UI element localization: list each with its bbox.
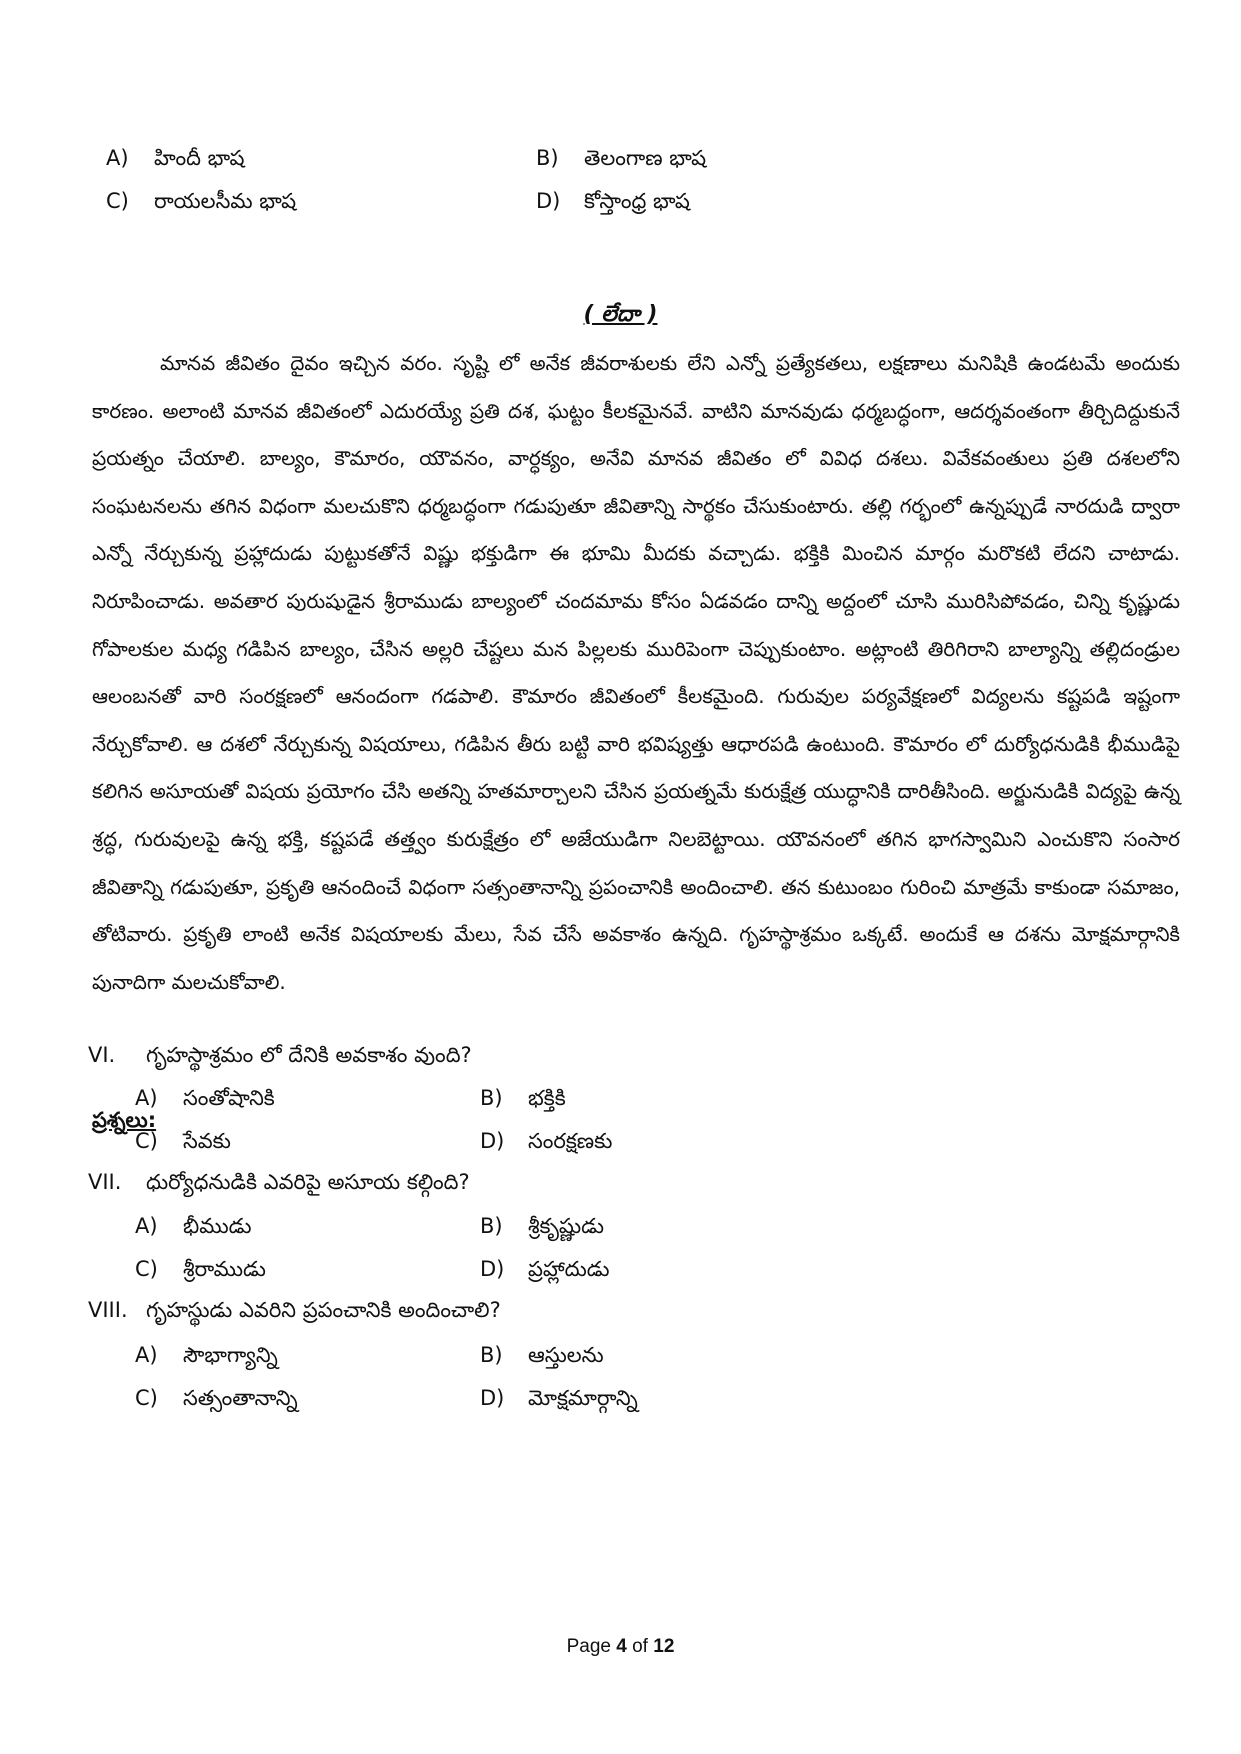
option-text: శ్రీకృష్ణుడు <box>528 1214 604 1238</box>
option-text: సత్సంతానాన్ని <box>183 1386 298 1410</box>
option-text: కోస్తాంధ్ర భాష <box>584 189 690 213</box>
option-c <box>106 189 296 219</box>
option-label: A) <box>135 1214 158 1238</box>
current-page: 4 <box>616 1636 627 1657</box>
option-text: తెలంగాణ భాష <box>584 146 707 170</box>
option-d <box>480 1129 612 1159</box>
question-6-options-row-1 <box>0 1080 1241 1120</box>
option-b <box>480 1214 604 1244</box>
option-label: A) <box>135 1343 158 1367</box>
question-8-options-row-1 <box>0 1337 1241 1377</box>
passage: మానవ జీవితం దైవం ఇచ్చిన వరం. సృష్టి లో అనేక జీవరాశులకు లేని ఎన్నో ప్రత్యేకతలు, లక్షణాలు మనిషికి ఉండటమే అందుకు కారణం. అలాంటి మానవ జీవితంలో ఎదురయ్యే ప్రతి దశ, ఘట్టం కీలకమైనవే. వాటిని మానవుడు ధర్మబద్ధంగా, ఆదర్శవంతంగా తీర్చిదిద్దుకునే ప్రయత్నం చేయాలి. బాల్యం, కౌమారం, యౌవనం, వార్ధక్యం, అనేవి మానవ జీవితం లో వివిధ దశలు. వివేకవంతులు ప్రతి దశలలోని సంఘటనలను తగిన విధంగా మలచుకొని ధర్మబద్ధంగా గడుపుతూ జీవితాన్ని సార్థకం చేసుకుంటారు. తల్లి గర్భంలో ఉన్నప్పుడే నారదుడి ద్వారా ఎన్నో నేర్చుకున్న ప్రహ్లాదుడు పుట్టుకతోనే విష్ణు భక్తుడిగా ఈ భూమి మీదకు వచ్చాడు. భక్తికి మించిన మార్గం మరొకటి లేదని చాటాడు. నిరూపించాడు. అవతార పురుషుడైన శ్రీరాముడు బాల్యంలో చందమామ కోసం ఏడవడం దాన్ని అద్దంలో చూసి మురిసిపోవడం, చిన్ని కృష్ణుడు గోపాలకుల మధ్య గడిపిన బాల్యం, చేసిన అల్లరి చేష్టలు మన పిల్లలకు మురిపెంగా చెప్పుకుంటాం. అట్లాంటి తిరిగిరాని బాల్యాన్ని తల్లిదండ్రుల ఆలంబనతో వారి సంరక్షణలో ఆనందంగా గడపాలి. కౌమారం జీవితంలో కీలకమైంది. గురువుల పర్యవేక్షణలో విద్యలను కష్టపడి ఇష్టంగా నేర్చుకోవాలి. ఆ దశలో నేర్చుకున్న విషయాలు, గడిపిన తీరు బట్టి వారి భవిష్యత్తు ఆధారపడి ఉంటుంది. కౌమారం లో దుర్యోధనుడికి భీముడిపై కలిగిన అసూయతో విషయ ప్రయోగం చేసి అతన్ని హతమార్చాలని చేసిన ప్రయత్నమే కురుక్షేత్ర యుద్ధానికి దారితీసింది. అర్జునుడికి విద్యపై ఉన్న శ్రద్ధ, గురువులపై ఉన్న భక్తి, కష్టపడే తత్త్వం కురుక్షేత్రం లో అజేయుడిగా నిలబెట్టాయి. యౌవనంలో తగిన భాగస్వామిని ఎంచుకొని సంసార జీవితాన్ని గడుపుతూ, ప్రకృతి ఆనందించే విధంగా సత్సంతానాన్ని ప్రపంచానికి అందించాలి. తన కుటుంబం గురించి మాత్రమే కాకుండా సమాజం, తోటివారు. ప్రకృతి లాంటి అనేక విషయాలకు మేలు, సేవ చేసే అవకాశం ఉన్నది. గృహస్థాశ్రమం ఒక్కటే. అందుకే ఆ దశను మోక్షమార్గానికి పునాదిగా మలచుకోవాలి. <box>92 351 1180 994</box>
option-text: రాయలసీమ భాష <box>154 189 297 213</box>
option-a <box>135 1343 278 1373</box>
option-b <box>536 146 706 176</box>
option-a <box>135 1086 275 1116</box>
top-options-row-2 <box>0 183 1241 223</box>
option-a <box>135 1214 251 1244</box>
option-label: B) <box>536 146 559 170</box>
question-text: గృహస్థుడు ఎవరిని ప్రపంచానికి అందించాలి? <box>146 1298 501 1322</box>
option-a <box>106 146 244 176</box>
option-label: A) <box>106 146 129 170</box>
question-number: VII. <box>88 1170 122 1194</box>
option-label: D) <box>480 1129 505 1153</box>
question-number: VI. <box>88 1043 116 1067</box>
option-text: భీముడు <box>183 1214 252 1238</box>
page-prefix: Page <box>566 1636 611 1657</box>
option-text: ఆస్తులను <box>528 1343 604 1367</box>
option-d <box>480 1386 638 1416</box>
option-label: B) <box>480 1343 503 1367</box>
page-of: of <box>632 1636 648 1657</box>
option-label: D) <box>480 1386 505 1410</box>
option-text: మోక్షమార్గాన్ని <box>528 1386 638 1410</box>
option-label: B) <box>480 1086 503 1110</box>
option-d <box>536 189 690 219</box>
question-8-options-row-2 <box>0 1380 1241 1420</box>
option-label: C) <box>135 1257 158 1281</box>
option-label: D) <box>536 189 561 213</box>
questions-heading: ప్రశ్నలు: <box>92 1108 157 1132</box>
option-label: C) <box>106 189 129 213</box>
question-text: గృహస్థాశ్రమం లో దేనికి అవకాశం వుంది? <box>146 1043 472 1067</box>
option-text: హిందీ భాష <box>154 146 245 170</box>
top-options-row-1 <box>0 140 1241 180</box>
option-b <box>480 1343 604 1373</box>
question-7 <box>88 1170 470 1200</box>
question-number: VIII. <box>88 1298 128 1322</box>
option-text: శ్రీరాముడు <box>183 1257 266 1281</box>
option-text: భక్తికి <box>528 1086 566 1110</box>
option-label: C) <box>135 1129 158 1153</box>
question-6-options-row-2 <box>0 1123 1241 1163</box>
option-label: B) <box>480 1214 503 1238</box>
question-text: ధుర్యోధనుడికి ఎవరిపై అసూయ కల్గింది? <box>146 1170 470 1194</box>
option-label: D) <box>480 1257 505 1281</box>
question-7-options-row-2 <box>0 1251 1241 1291</box>
total-pages: 12 <box>653 1636 675 1657</box>
option-text: సేవకు <box>183 1129 231 1153</box>
option-c <box>135 1386 298 1416</box>
option-d <box>480 1257 610 1287</box>
option-text: సంరక్షణకు <box>528 1129 613 1153</box>
question-8 <box>88 1298 501 1328</box>
option-text: సంతోషానికి <box>183 1086 275 1110</box>
question-7-options-row-1 <box>0 1208 1241 1248</box>
or-heading-text: ( లేదా ) <box>583 302 658 327</box>
option-c <box>135 1257 266 1287</box>
option-text: ప్రహ్లాదుడు <box>528 1257 610 1281</box>
option-label: C) <box>135 1386 158 1410</box>
option-label: A) <box>135 1086 158 1110</box>
option-b <box>480 1086 566 1116</box>
page-number-footer <box>0 1636 1241 1658</box>
option-c <box>135 1129 231 1159</box>
option-text: సౌభాగ్యాన్ని <box>183 1343 278 1367</box>
question-6 <box>88 1043 472 1073</box>
or-heading <box>0 302 1241 332</box>
